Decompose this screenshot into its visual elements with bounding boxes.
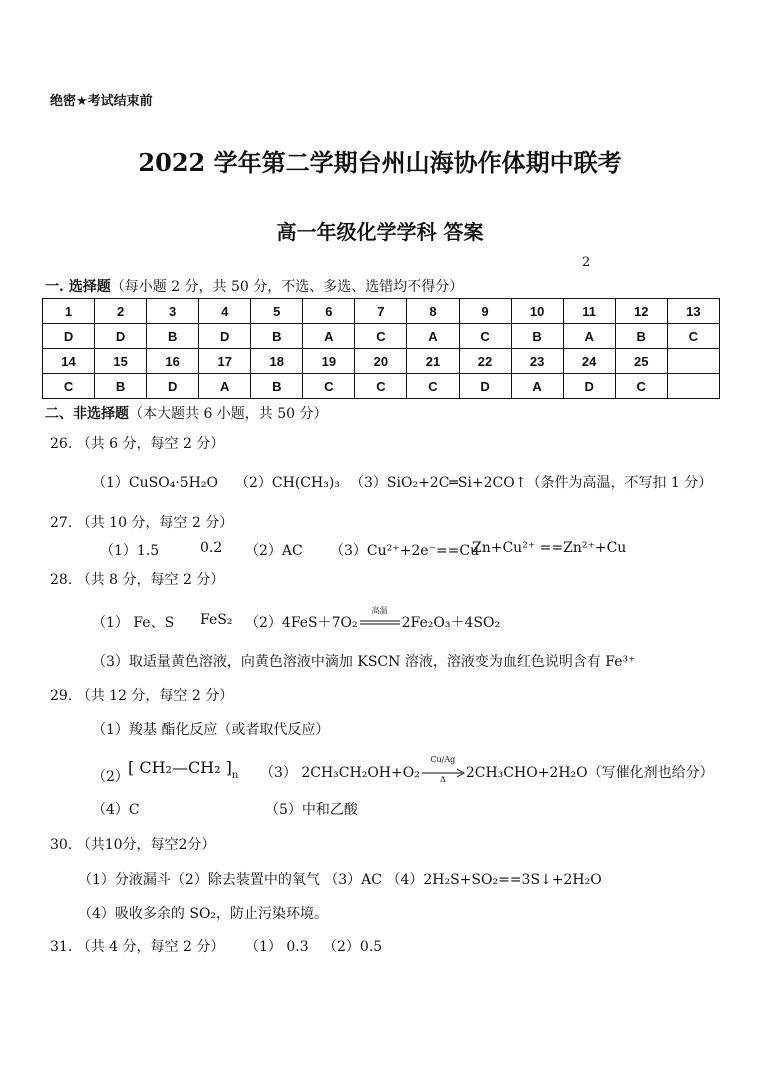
answer-cell: C <box>43 374 95 399</box>
q29-heading: 29. （共 12 分，每空 2 分） <box>50 688 234 704</box>
question-number-cell: 25 <box>615 349 667 374</box>
answer-table <box>42 298 720 399</box>
question-number-cell: 8 <box>407 299 459 324</box>
q28-eq-right: 2Fe₂O₃＋4SO₂ <box>401 615 501 631</box>
q27-answer-1b: 0.2 <box>200 540 223 556</box>
question-number-cell: 3 <box>147 299 199 324</box>
q29-eq-right: 2CH₃CHO+2H₂O（写催化剂也给分） <box>465 765 714 781</box>
question-number-cell: 7 <box>355 299 407 324</box>
answer-cell: B <box>147 324 199 349</box>
question-number-cell: 21 <box>407 349 459 374</box>
q27-heading: 27. （共 10 分，每空 2 分） <box>50 515 234 531</box>
exam-title: 2022 学年第二学期台州山海协作体期中联考 <box>138 148 622 177</box>
section2-note: （本大题共 6 小题，共 50 分） <box>129 406 328 422</box>
answer-cell: B <box>511 324 563 349</box>
q31-answer-1: （1） 0.3 <box>245 939 309 955</box>
answer-cell: A <box>407 324 459 349</box>
answer-cell: C <box>355 324 407 349</box>
q29-answer-5: （5）中和乙酸 <box>265 802 358 818</box>
question-number-cell: 2 <box>95 299 147 324</box>
q31-answer-2: （2）0.5 <box>323 939 383 955</box>
q26-heading: 26. （共 6 分，每空 2 分） <box>50 436 225 452</box>
question-number-cell: 17 <box>199 349 251 374</box>
answer-cell: A <box>199 374 251 399</box>
answer-cell: B <box>95 374 147 399</box>
section2-heading <box>45 403 328 423</box>
question-number-cell: 14 <box>43 349 95 374</box>
confidential-label: 绝密★考试结束前 <box>50 94 153 109</box>
answer-cell: D <box>43 324 95 349</box>
question-number-cell: 20 <box>355 349 407 374</box>
q30-answer-line2: （4）吸收多余的 SO₂，防止污染环境。 <box>78 906 329 922</box>
question-number-cell: 24 <box>563 349 615 374</box>
answer-cell: D <box>563 374 615 399</box>
question-number-cell: 10 <box>511 299 563 324</box>
question-number-cell: 15 <box>95 349 147 374</box>
q29-catalyst: Cu/Ag <box>430 755 456 764</box>
question-number-cell: 6 <box>303 299 355 324</box>
q29-answer-1: （1）羧基 酯化反应（或者取代反应） <box>92 722 330 738</box>
answer-cell: A <box>303 324 355 349</box>
answer-cell: C <box>355 374 407 399</box>
q26-answer-3: （3）SiO₂+2C═Si+2CO↑（条件为高温，不写扣 1 分） <box>350 475 713 491</box>
q27-answer-2: （2）AC <box>245 543 303 559</box>
q29-answer-3 <box>260 755 714 784</box>
answer-cell: C <box>303 374 355 399</box>
polymer-n: n <box>231 770 239 781</box>
q29-answer-2-label: （2） <box>92 769 129 785</box>
answer-cell: C <box>407 374 459 399</box>
answer-cell: A <box>563 324 615 349</box>
q29-eq-left: （3） 2CH₃CH₂OH+O₂ <box>260 765 420 781</box>
answer-row <box>43 324 720 349</box>
q26-answer-1: （1）CuSO₄·5H₂O <box>92 475 218 491</box>
q26-answer-2: （2）CH(CH₃)₃ <box>235 475 340 491</box>
answer-cell: D <box>459 374 511 399</box>
question-number-cell: 9 <box>459 299 511 324</box>
exam-subtitle: 高一年级化学学科 答案 <box>276 220 484 244</box>
question-number-cell: 18 <box>251 349 303 374</box>
catalyst-arrow <box>420 755 466 784</box>
q28-heading: 28. （共 8 分，每空 2 分） <box>50 572 225 588</box>
q28-answer-1: （1） Fe、S <box>92 615 175 631</box>
q27-answer-1: （1）1.5 <box>100 543 160 559</box>
q29-heat: Δ <box>439 775 446 784</box>
answer-cell: B <box>251 374 303 399</box>
question-number-cell: 23 <box>511 349 563 374</box>
answer-cell: B <box>615 324 667 349</box>
q28-condition: 高温 <box>371 606 388 615</box>
question-number-cell: 19 <box>303 349 355 374</box>
q30-heading: 30. （共10分，每空2分） <box>50 837 216 853</box>
q27-answer-3: （3）Cu²⁺+2e⁻==Cu <box>330 543 480 559</box>
section1-note: （每小题 2 分，共 50 分，不选、多选、选错均不得分） <box>110 279 464 295</box>
answer-cell <box>667 374 719 399</box>
question-number-cell: 13 <box>667 299 719 324</box>
section1-heading <box>45 276 463 296</box>
answer-cell: A <box>511 374 563 399</box>
section2-label: 二、非选择题 <box>45 406 129 422</box>
question-number-cell: 22 <box>459 349 511 374</box>
answer-cell: D <box>147 374 199 399</box>
q27-answer-3b: Zn+Cu²⁺ ==Zn²⁺+Cu <box>472 540 627 556</box>
q29-answer-4: （4）C <box>92 802 140 818</box>
polymer-unit: [ CH₂—CH₂ ] <box>128 758 232 777</box>
page-number: 2 <box>582 255 591 270</box>
q28-answer-3: （3）取适量黄色溶液，向黄色溶液中滴加 KSCN 溶液，溶液变为血红色说明含有 Fe³⁺ <box>92 654 636 670</box>
question-number-cell: 12 <box>615 299 667 324</box>
question-number-cell: 16 <box>147 349 199 374</box>
answer-cell: D <box>199 324 251 349</box>
question-number-cell: 11 <box>563 299 615 324</box>
polyethylene-formula <box>128 758 238 781</box>
section1-label: 一. 选择题 <box>45 279 111 295</box>
question-number-cell: 1 <box>43 299 95 324</box>
answer-cell: C <box>667 324 719 349</box>
question-number-cell <box>667 349 719 374</box>
reaction-arrow <box>358 606 402 631</box>
question-number-cell: 5 <box>251 299 303 324</box>
question-number-cell: 4 <box>199 299 251 324</box>
answer-row <box>43 374 720 399</box>
answer-cell: C <box>615 374 667 399</box>
q28-answer-1b: FeS₂ <box>200 612 233 628</box>
question-number-row <box>43 299 720 324</box>
answer-cell: C <box>459 324 511 349</box>
question-number-row <box>43 349 720 374</box>
q30-answer-line1: （1）分液漏斗（2）除去装置中的氧气 （3）AC （4）2H₂S+SO₂==3S↓+2H₂O <box>78 872 602 888</box>
q28-eq-left: （2）4FeS＋7O₂ <box>245 615 358 631</box>
answer-cell: B <box>251 324 303 349</box>
q31-heading: 31. （共 4 分，每空 2 分） <box>50 939 225 955</box>
q28-answer-2 <box>245 606 501 632</box>
answer-cell: D <box>95 324 147 349</box>
